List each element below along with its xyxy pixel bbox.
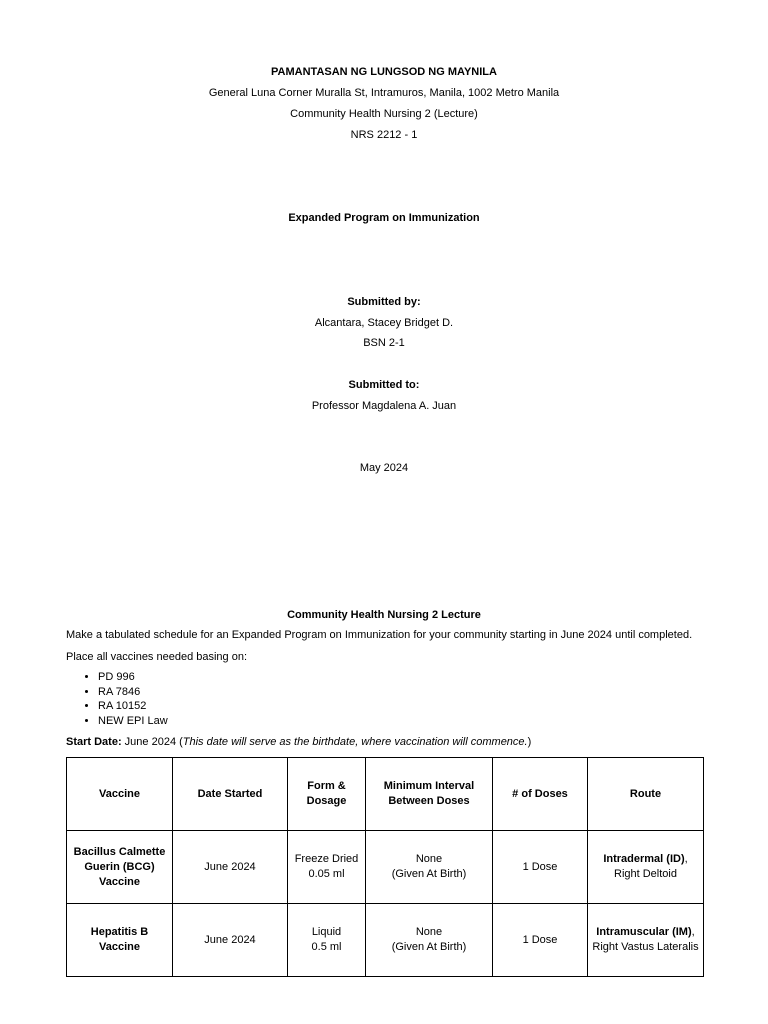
course-code: NRS 2212 - 1 [350,129,418,141]
form-text: Freeze Dried [294,853,359,865]
start-date-note: This date will serve as the birthdate, where vaccination will commence. [182,736,528,748]
column-header-vaccine: Vaccine [67,758,173,831]
start-date-close: ) [527,736,532,748]
vaccine-cell: Bacillus Calmette Guerin (BCG) Vaccine [67,831,173,904]
laws-list [80,670,168,728]
column-header-form-dosage: Form & Dosage [288,758,366,831]
place-vaccines-text: Place all vaccines needed basing on: [66,651,248,663]
route-cell [588,831,704,904]
doses-cell: 1 Dose [493,904,588,977]
instruction-text: Make a tabulated schedule for an Expanded Program on Immunization for your community starting in June 2024 until completed. [66,629,693,641]
submission-date: May 2024 [359,462,409,474]
submitted-by-label: Submitted by: [347,296,421,308]
interval-cell [366,831,493,904]
list-item: • RA 10152 [98,699,168,714]
university-name: PAMANTASAN NG LUNGSOD NG MAYNILA [271,66,497,78]
route-comma: , [684,853,688,865]
student-section: BSN 2-1 [363,337,405,349]
dosage-text: 0.05 ml [308,868,345,880]
interval-text: None [415,853,443,865]
start-date-line [66,736,531,748]
column-header-number-of-doses: # of Doses [493,758,588,831]
column-header-minimum-interval: Minimum Interval Between Doses [366,758,493,831]
professor-name: Professor Magdalena A. Juan [311,400,457,412]
form-dosage-cell [288,904,366,977]
interval-cell [366,904,493,977]
route-type: Intradermal (ID) [603,853,685,865]
dosage-text: 0.5 ml [311,941,342,953]
column-header-route: Route [588,758,704,831]
form-text: Liquid [311,926,342,938]
vaccine-cell: Hepatitis B Vaccine [67,904,173,977]
route-site: Right Deltoid [614,868,677,880]
form-dosage-cell [288,831,366,904]
date-started-cell: June 2024 [173,831,288,904]
list-item: • RA 7846 [98,685,168,700]
route-site: Right Vastus Lateralis [592,941,699,953]
course-name: Community Health Nursing 2 (Lecture) [290,108,478,120]
list-item: • NEW EPI Law [98,714,168,729]
table-row [67,831,704,904]
student-name: Alcantara, Stacey Bridget D. [314,317,454,329]
table-header-row [67,758,704,831]
route-cell [588,904,704,977]
interval-note: (Given At Birth) [391,941,467,953]
route-comma: , [691,926,695,938]
route-type: Intramuscular (IM) [596,926,692,938]
document-title: Expanded Program on Immunization [288,212,480,224]
column-header-date-started: Date Started [173,758,288,831]
university-address: General Luna Corner Muralla St, Intramuros, Manila, 1002 Metro Manila [208,87,560,99]
interval-text: None [415,926,443,938]
start-date-label: Start Date: [66,736,122,748]
start-date-value: June 2024 ( [121,736,183,748]
list-item: • PD 996 [98,670,168,685]
submitted-to-label: Submitted to: [348,379,420,391]
doses-cell: 1 Dose [493,831,588,904]
table-row [67,904,704,977]
section-heading: Community Health Nursing 2 Lecture [287,609,481,621]
date-started-cell: June 2024 [173,904,288,977]
interval-note: (Given At Birth) [391,868,467,880]
immunization-schedule-table [66,757,704,977]
